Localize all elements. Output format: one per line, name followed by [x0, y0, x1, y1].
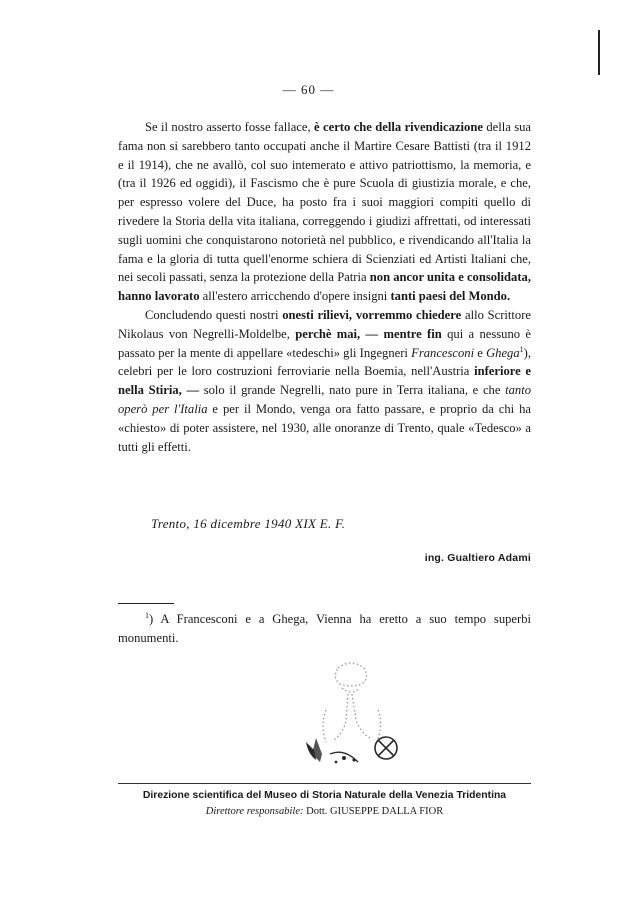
footnote-body: ) A Francesconi e a Ghega, Vienna ha eretto a suo tempo superbi monumenti.: [118, 612, 531, 645]
director-role: Direttore responsabile:: [205, 806, 304, 817]
dateline: Trento, 16 dicembre 1940 XIX E. F.: [151, 516, 346, 531]
director-name: Dott. GIUSEPPE DALLA FIOR: [306, 806, 444, 817]
page-number: — 60 —: [282, 82, 335, 97]
paragraph-2-text-1: Concludendo questi nostri: [145, 307, 283, 322]
paragraph-2-text-3: qui a nessuno è passato per la mente di appellare «tedeschi» gli Ingegneri: [118, 326, 531, 360]
paragraph-1-text-3: all'estero arricchendo d'opere insigni: [199, 289, 391, 304]
scan-edge-mark: [598, 30, 600, 75]
publisher-line: Direzione scientifica del Museo di Storia Naturale della Venezia Tridentina: [142, 790, 507, 801]
name-francesconi: Francesconi: [411, 345, 475, 360]
body-text: [118, 118, 531, 456]
masthead-rule: [118, 783, 531, 784]
paragraph-2-bold-1: onesti rilievi, vorremmo chiedere: [282, 307, 462, 322]
paragraph-1-bold-3: tanti paesi del Mondo.: [390, 289, 511, 304]
paragraph-1-text-1: Se il nostro asserto fosse fallace,: [145, 120, 315, 134]
paragraph-1-bold-1: è certo che della rivendicazione: [314, 120, 483, 134]
footnote-reference: 1: [519, 344, 524, 354]
paragraph-1: [118, 118, 531, 306]
footnote-marker: 1: [145, 610, 149, 620]
paragraph-2-text-5: ), celebri per le loro costruzioni ferroviarie nella Boemia, nell'Austria: [118, 345, 531, 379]
paragraph-2-italic-3: tanto operò per l'Italia: [118, 383, 531, 416]
footnote: [118, 610, 531, 648]
paragraph-2-text-6: solo il grande Negrelli, nato pure in Terra italiana, e che: [199, 383, 506, 398]
footnote-rule: [118, 603, 174, 604]
paragraph-1-text-2: della sua fama non si sarebbero tanto occupati anche il Martire Cesare Battisti (tra il 1912 e il 1914), che ne avallò, col suo intemerato e attivo patriottismo, la memoria, e (tra il 1926 ed oggidì), il Fascismo che è pure Scuola di giustizia morale, e che, per espresso volere del Duce, ha posto fra i suoi maggiori compiti quello di rivedere la Storia della vita italiana, correggendo i giudizi affrettati, od interessati sugli uomini che conquistarono notorietà nel pubblico, e rivendicando all'Italia la fama e la gloria di tutta quell'enorme schiera di Scienziati ed Artisti Italiani che, nei secoli passati, senza la protezione della Patria: [118, 120, 531, 285]
paragraph-1-bold-2: non ancor unita e consolidata, hanno lavorato: [118, 270, 531, 304]
name-ghega: Ghega: [486, 345, 520, 360]
author-signature: ing. Gualtiero Adami: [424, 552, 531, 564]
paragraph-2: [118, 306, 531, 456]
paragraph-2-text-7: e per il Mondo, venga ora fatto passare, e proprio da chi ha «chiesto» di poter assistere, nel 1930, alle onoranze di Trento, quale «Tedesco» a tutti gli effetti.: [118, 401, 531, 454]
library-stamp-icon: [286, 650, 416, 780]
paragraph-2-bold-2: perchè mai, — mentre fin: [295, 326, 442, 341]
paragraph-2-text-2: allo Scrittore Nikolaus von Negrelli-Moldelbe,: [118, 307, 531, 341]
paragraph-2-text-4: e: [474, 345, 487, 360]
paragraph-2-bold-3: inferiore e nella Stiria, —: [118, 364, 531, 398]
director-line: [118, 806, 531, 817]
footnote-text: [118, 610, 531, 648]
